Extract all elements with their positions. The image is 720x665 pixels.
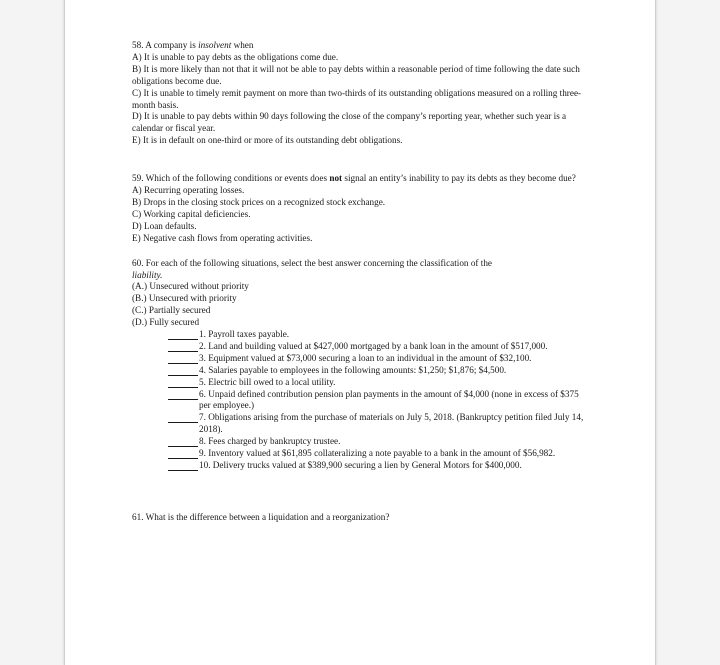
answer-blank[interactable] [168,448,198,459]
situation-text: 10. Delivery trucks valued at $389,900 securing a lien by General Motors for $400,000. [199,460,522,470]
situation-text: 2. Land and building valued at $427,000 mortgaged by a bank loan in the amount of $517,000. [199,340,548,351]
situation-item [132,353,587,365]
question-58 [132,40,587,147]
option-b: B) It is more likely than not that it will not be able to pay debts within a reasonable period of time following the date such obligations become due. [132,63,580,86]
question-59-stem [132,173,587,185]
situation-item [132,365,587,377]
answer-blank[interactable] [168,412,198,423]
situation-text: 6. Unpaid defined contribution pension plan payments in the amount of $4,000 (none in excess of $375 per employee.) [199,388,579,411]
stem-text: when [231,40,254,50]
situation-item [132,412,587,436]
option-a: A) It is unable to pay debts as the obligations come due. [132,51,339,62]
document-content [132,40,587,524]
answer-blank[interactable] [168,341,198,352]
answer-blank[interactable] [168,365,198,376]
situation-item [132,448,587,460]
answer-blank[interactable] [168,353,198,364]
option-a: A) Recurring operating losses. [132,185,245,196]
question-60-stem: 60. For each of the following situations, select the best answer concerning the classification of the [132,257,492,268]
situation-text: 3. Equipment valued at $73,000 securing a loan to an individual in the amount of $32,100. [199,352,532,363]
situation-text: 9. Inventory valued at $61,895 collateralizing a note payable to a bank in the amount of $56,982. [199,448,556,459]
stem-text: 58. A company is [132,40,199,50]
answer-blank[interactable] [168,377,198,388]
question-60-stem-emphasis [132,270,587,282]
option-e: E) It is in default on one-third or more of its outstanding debt obligations. [132,135,403,146]
question-58-stem [132,40,587,52]
question-59 [132,173,587,244]
choice-b: (B.) Unsecured with priority [132,293,237,304]
choice-a: (A.) Unsecured without priority [132,281,249,292]
answer-blank[interactable] [168,329,198,340]
situation-item [132,329,587,341]
situation-item [132,341,587,353]
answer-blank[interactable] [168,460,198,471]
answer-blank[interactable] [168,436,198,447]
situation-item [132,460,587,472]
situation-text: 1. Payroll taxes payable. [199,329,290,340]
option-c: C) It is unable to timely remit payment on more than two-thirds of its outstanding obligations measured on a rolling three-month basis. [132,87,582,110]
option-c: C) Working capital deficiencies. [132,208,251,219]
situation-item [132,389,587,413]
stem-emphasis: insolvent [198,40,232,50]
stem-emphasis: liability. [132,269,163,280]
option-e: E) Negative cash flows from operating activities. [132,232,313,243]
situation-text: 8. Fees charged by bankruptcy trustee. [199,436,341,447]
situation-item [132,436,587,448]
stem-bold: not [329,173,343,184]
situation-item [132,377,587,389]
question-61 [132,512,587,524]
stem-text: signal an entity’s inability to pay its debts as they become due? [342,173,576,184]
option-d: D) It is unable to pay debts within 90 days following the close of the company’s reporting year, whether such year is a calendar or fiscal year. [132,111,567,134]
situation-text: 4. Salaries payable to employees in the following amounts: $1,250; $1,876; $4,500. [199,364,507,375]
choice-d: (D.) Fully secured [132,317,200,328]
option-b: B) Drops in the closing stock prices on a recognized stock exchange. [132,196,386,207]
stem-text: 59. Which of the following conditions or events does [132,173,330,184]
document-page [64,0,656,665]
question-61-stem: 61. What is the difference between a liquidation and a reorganization? [132,511,390,522]
answer-blank[interactable] [168,389,198,400]
choice-c: (C.) Partially secured [132,305,211,316]
option-d: D) Loan defaults. [132,220,197,231]
situation-text: 5. Electric bill owed to a local utility. [199,376,336,387]
question-60 [132,258,587,472]
situation-text: 7. Obligations arising from the purchase of materials on July 5, 2018. (Bankruptcy petition filed July 14, 2018). [199,412,584,435]
